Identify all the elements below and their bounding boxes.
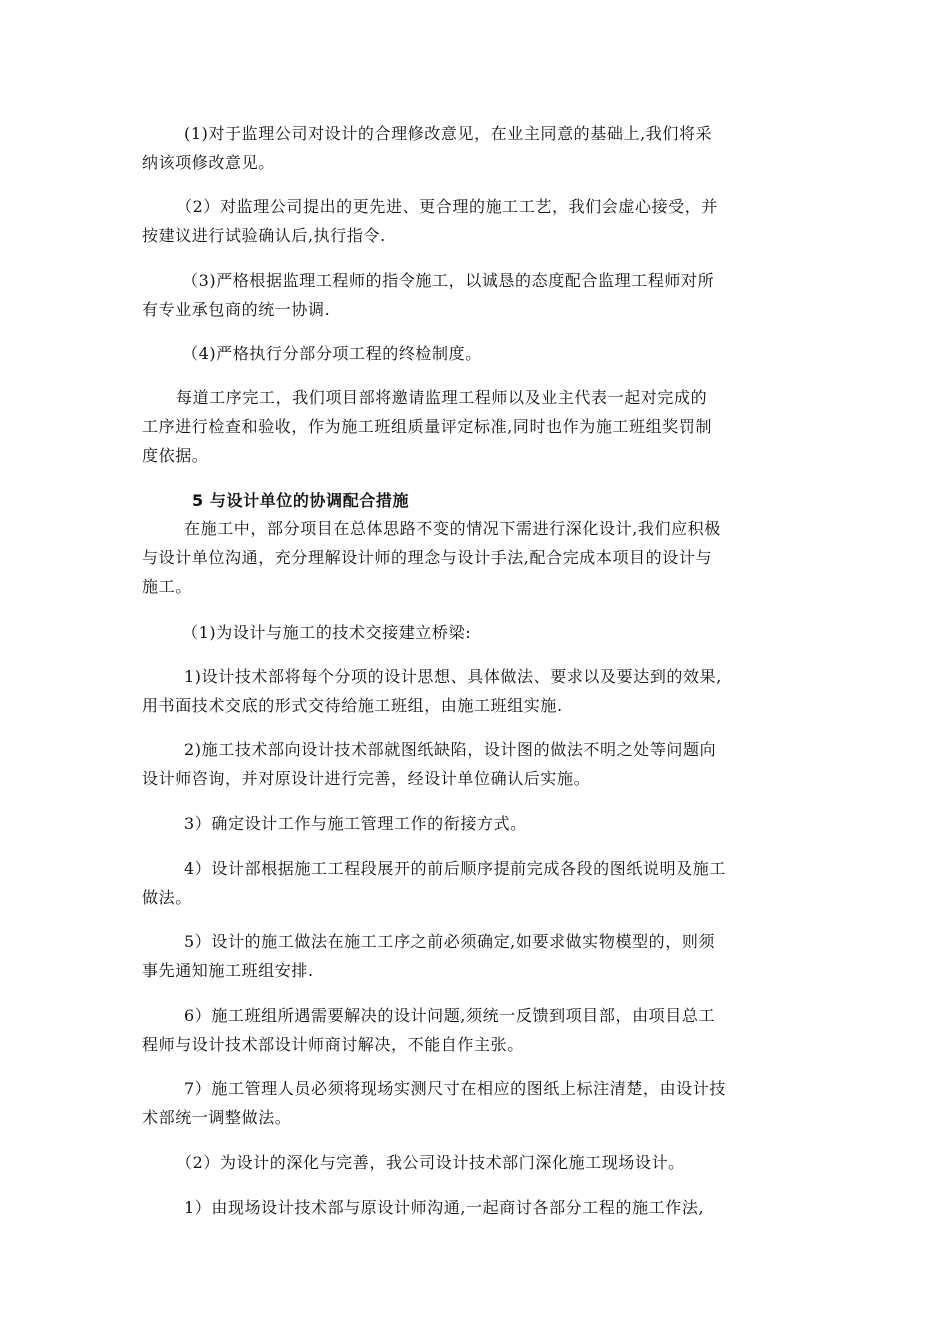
paragraph-design-item-4 [142,854,808,912]
paragraph-design-item-2 [142,735,808,793]
text-line: (1)对于监理公司对设计的合理修改意见，在业主同意的基础上,我们将采 [184,124,713,143]
section-heading: 5 与设计单位的协调配合措施 [192,491,410,510]
paragraph-supervision-2 [142,192,808,250]
paragraph-design-bridge [142,618,808,647]
text-line: （3)严格根据监理工程师的指令施工，以诚恳的态度配合监理工程师对所 [182,271,715,290]
text-line: 3）确定设计工作与施工管理工作的衔接方式。 [184,814,527,833]
paragraph-supervision-3 [142,266,808,324]
text-line: 度依据。 [142,446,209,465]
text-line: 与设计单位沟通，充分理解设计师的理念与设计手法,配合完成本项目的设计与 [142,548,713,567]
paragraph-design-item-1 [142,662,808,720]
text-line: 4）设计部根据施工工程段展开的前后顺序提前完成各段的图纸说明及施工 [184,859,726,878]
paragraph-design-intro [142,514,808,601]
text-line: 6）施工班组所遇需要解决的设计问题,须统一反馈到项目部，由项目总工 [184,1006,716,1025]
paragraph-design-deepen-item-1 [142,1193,808,1222]
paragraph-design-item-3 [142,809,808,838]
text-line: 有专业承包商的统一协调. [142,300,331,319]
text-line: （2）为设计的深化与完善，我公司设计技术部门深化施工现场设计。 [176,1153,685,1172]
text-line: （1)为设计与施工的技术交接建立桥梁: [182,623,472,642]
text-line: 做法。 [142,888,192,907]
text-line: （2）对监理公司提出的更先进、更合理的施工工艺，我们会虚心接受，并 [176,197,718,216]
text-line: （4)严格执行分部分项工程的终检制度。 [182,344,482,363]
text-line: 事先通知施工班组安排. [142,961,314,980]
text-line: 工序进行检查和验收，作为施工班组质量评定标准,同时也作为施工班组奖罚制 [142,417,713,436]
text-line: 5）设计的施工做法在施工工序之前必须确定,如要求做实物模型的，则须 [184,932,716,951]
paragraph-design-deepen [142,1148,808,1177]
paragraph-supervision-1 [142,119,808,177]
paragraph-inspection [142,383,808,470]
text-line: 1）由现场设计技术部与原设计师沟通,一起商讨各部分工程的施工作法, [184,1198,705,1217]
text-line: 程师与设计技术部设计师商讨解决，不能自作主张。 [142,1035,524,1054]
text-line: 按建议进行试验确认后,执行指令. [142,226,386,245]
text-line: 7）施工管理人员必须将现场实测尺寸在相应的图纸上标注清楚，由设计技 [184,1079,726,1098]
paragraph-design-item-6 [142,1001,808,1059]
text-line: 纳该项修改意见。 [142,153,275,172]
text-line: 2)施工技术部向设计技术部就图纸缺陷，设计图的做法不明之处等问题向 [184,740,717,759]
text-line: 1)设计技术部将每个分项的设计思想、具体做法、要求以及要达到的效果, [184,667,722,686]
text-line: 术部统一调整做法。 [142,1108,292,1127]
text-line: 每道工序完工，我们项目部将邀请监理工程师以及业主代表一起对完成的 [176,388,708,407]
paragraph-design-item-7 [142,1074,808,1132]
text-line: 设计师咨询，并对原设计进行完善，经设计单位确认后实施。 [142,769,591,788]
paragraph-design-item-5 [142,927,808,985]
text-line: 施工。 [142,577,192,596]
text-line: 在施工中，部分项目在总体思路不变的情况下需进行深化设计,我们应积极 [184,519,721,538]
paragraph-supervision-4 [142,339,808,368]
text-line: 用书面技术交底的形式交待给施工班组，由施工班组实施. [142,696,563,715]
